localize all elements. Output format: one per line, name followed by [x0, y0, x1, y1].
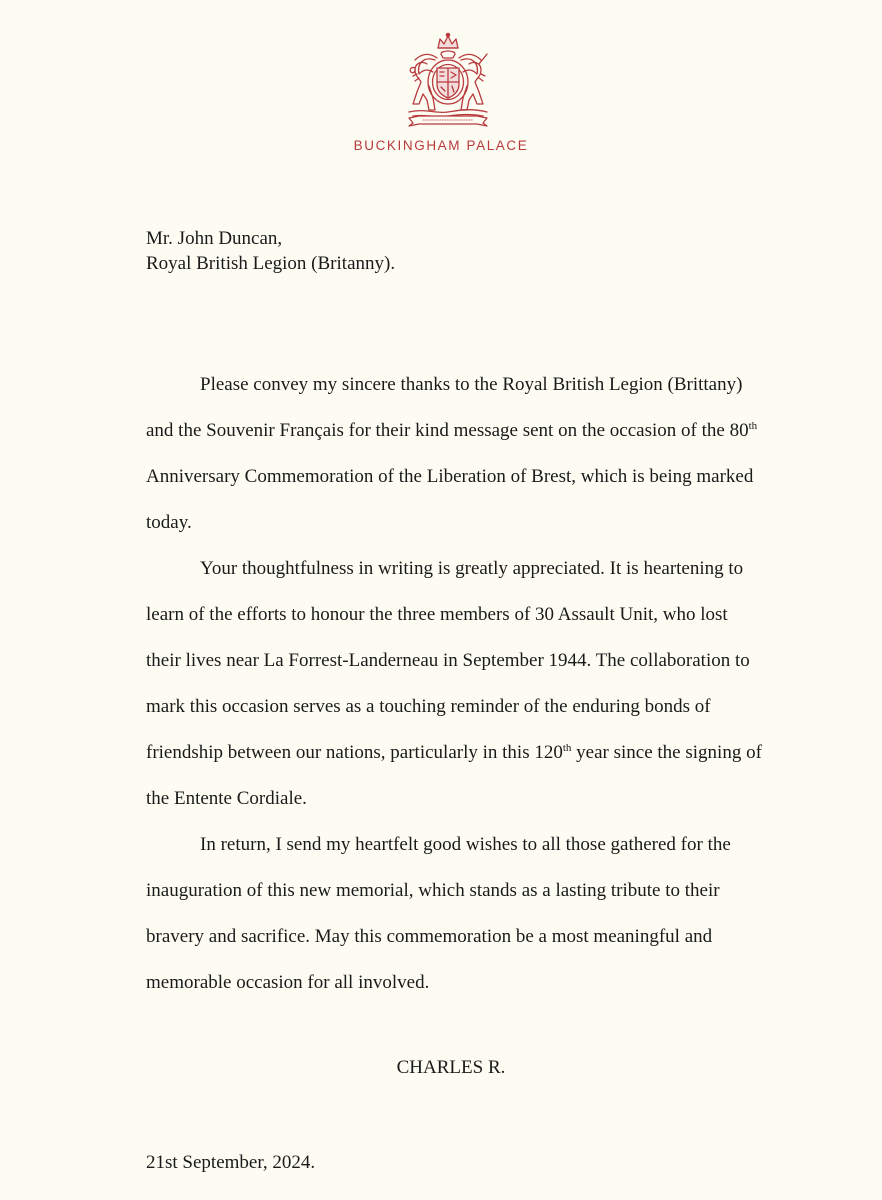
- addressee-name: Mr. John Duncan,: [146, 228, 283, 249]
- paragraph-2-text-b: year since the signing of the Entente Cordiale.: [146, 742, 762, 809]
- letterhead-title: BUCKINGHAM PALACE: [353, 138, 529, 153]
- addressee-block: [146, 226, 395, 276]
- addressee-organization: Royal British Legion (Britanny).: [146, 253, 396, 274]
- letter-date: 21st September, 2024.: [146, 1152, 316, 1173]
- paragraph-1-text-a: Please convey my sincere thanks to the Royal British Legion (Brittany) and the Souvenir Français for their kind message sent on the occasion of the 80: [146, 374, 749, 441]
- paragraph-2: [146, 546, 766, 822]
- paragraph-3: In return, I send my heartfelt good wishes to all those gathered for the inauguration of this new memorial, which stands as a lasting tribute to their bravery and sacrifice. May this commemoration be a most meaningful and memorable occasion for all involved.: [146, 834, 731, 993]
- paragraph-2-superscript: th: [562, 742, 572, 754]
- paragraph-1-text-b: Anniversary Commemoration of the Liberation of Brest, which is being marked today.: [146, 466, 754, 533]
- royal-coat-of-arms-icon: [395, 30, 501, 128]
- letter-body: [146, 362, 766, 1006]
- signature: CHARLES R.: [396, 1057, 506, 1078]
- paragraph-2-text-a: Your thoughtfulness in writing is greatly appreciated. It is heartening to learn of the efforts to honour the three members of 30 Assault Unit, who lost their lives near La Forrest-Landerneau in September 1944. The collaboration to mark this occasion serves as a touching reminder of the enduring bonds of friendship between our nations, particularly in this 120: [146, 558, 750, 763]
- paragraph-1: [146, 362, 766, 546]
- paragraph-1-superscript: th: [748, 420, 758, 432]
